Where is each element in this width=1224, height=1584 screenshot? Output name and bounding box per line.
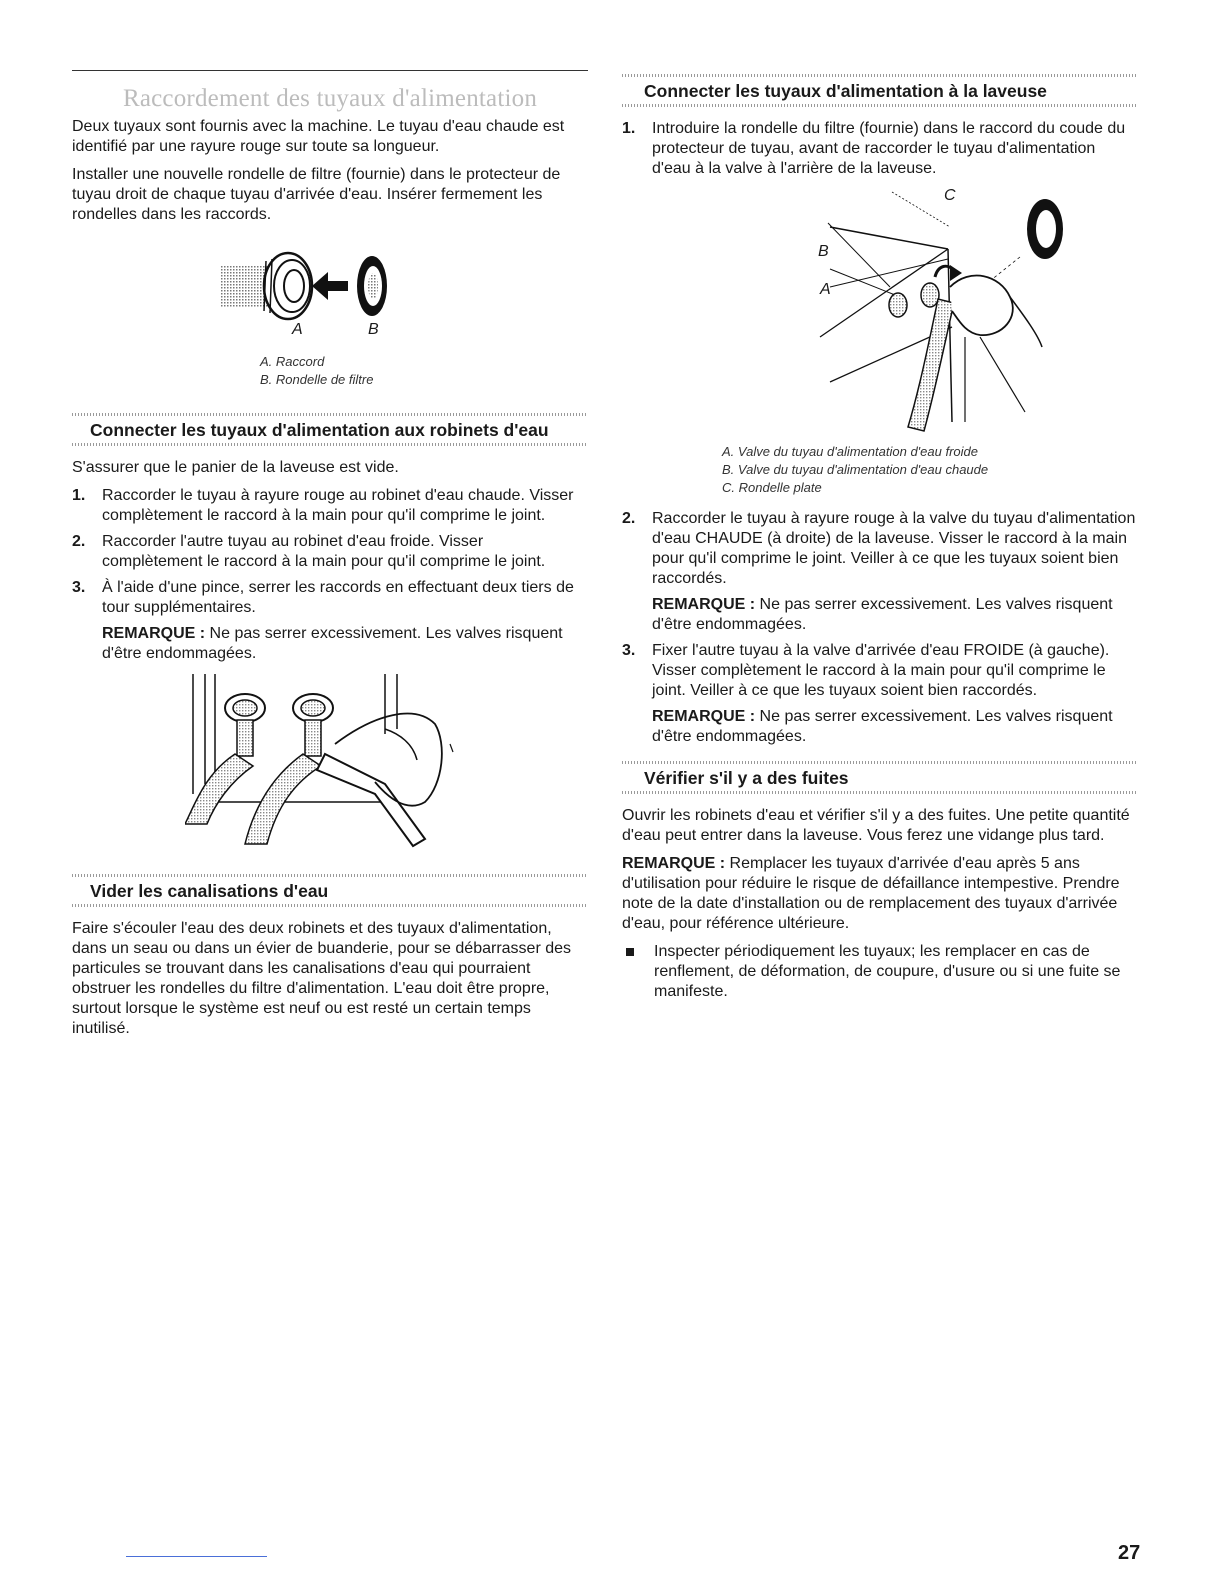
right-column — [622, 70, 1138, 1002]
section-heading-vider — [72, 874, 588, 907]
fig1-label-a: A — [292, 321, 303, 338]
step-number: 2. — [72, 533, 86, 550]
step-item — [622, 641, 1138, 747]
step-item — [72, 578, 588, 664]
section1-note — [102, 624, 588, 664]
coupling-washer-illustration — [200, 239, 460, 349]
section-heading-robinets — [72, 413, 588, 446]
hatch-rule — [72, 443, 588, 446]
section3-steps-a — [622, 119, 1138, 179]
hatch-rule — [72, 904, 588, 907]
step-number: 2. — [622, 510, 636, 527]
step-item — [622, 119, 1138, 179]
section-heading-fuites — [622, 761, 1138, 794]
section1-intro: S'assurer que le panier de la laveuse est vide. — [72, 459, 399, 476]
step-text: À l'aide d'une pince, serrer les raccords en effectuant deux tiers de tour supplémentaires. — [102, 579, 574, 616]
section-heading-laveuse — [622, 74, 1138, 107]
fig1-label-b: B — [368, 321, 379, 338]
cold-hose — [245, 754, 321, 844]
section4-text: Ouvrir les robinets d'eau et vérifier s'il y a des fuites. Une petite quantité d'eau peut entrer dans la laveuse. Vous ferez une vidange plus tard. — [622, 807, 1130, 844]
fig1-caption — [72, 353, 588, 389]
fig3-label-c: C — [944, 187, 956, 204]
left-column — [72, 70, 588, 1047]
fig1-caption-b: B. Rondelle de filtre — [260, 372, 374, 387]
footer-link-line — [126, 1556, 267, 1557]
section3-steps-b — [622, 509, 1138, 747]
hatch-rule — [622, 104, 1138, 107]
fig3-caption-c: C. Rondelle plate — [722, 480, 822, 495]
page-title: Raccordement des tuyaux d'alimentation — [122, 85, 538, 112]
faucet-pliers-illustration — [185, 674, 475, 854]
section1-steps — [72, 486, 588, 664]
step-text: Introduire la rondelle du filtre (fournie) dans le raccord du coude du protecteur de tuyau, avant de raccorder le tuyau d'alimentation d'eau à la valve à l'arrière de la laveuse. — [652, 120, 1126, 177]
insert-arrow — [312, 272, 348, 300]
supply-hose — [908, 299, 954, 431]
step-number: 3. — [622, 642, 636, 659]
washer-valves-figure — [680, 187, 1080, 437]
hand — [950, 276, 1013, 336]
note-text: Remplacer les tuyaux d'arrivée d'eau après 5 ans d'utilisation pour réduire le risque de défaillance intempestive. Prendre note de la date d'installation ou de remplacement des tuyaux d'arrivée d'eau, pour référence ultérieure. — [622, 855, 1120, 932]
section-title-fuites: Vérifier s'il y a des fuites — [644, 768, 849, 788]
bullet-item: Inspecter périodiquement les tuyaux; les remplacer en cas de renflement, de déformation, de coupure, d'usure ou si une fuite se manifeste. — [622, 942, 1138, 1002]
note-label: REMARQUE : — [652, 708, 756, 725]
fig3-caption-a: A. Valve du tuyau d'alimentation d'eau froide — [722, 444, 978, 459]
hose-body — [220, 265, 270, 307]
note-label: REMARQUE : — [622, 855, 726, 872]
step-number: 1. — [622, 120, 636, 137]
note-text: Ne pas serrer excessivement. Les valves risquent d'être endommagées. — [652, 708, 1113, 745]
fig3-label-b: B — [818, 243, 829, 260]
step-item — [72, 486, 588, 526]
note-label: REMARQUE : — [102, 625, 206, 642]
step2-note — [652, 595, 1138, 635]
faucet-pliers-figure — [185, 674, 475, 854]
fig1-caption-a: A. Raccord — [260, 354, 325, 369]
section4-note — [622, 854, 1138, 934]
page-number: 27 — [1118, 1542, 1141, 1564]
section2-text: Faire s'écouler l'eau des deux robinets et des tuyaux d'alimentation, dans un seau ou dans un évier de buanderie, pour se débarrasser des particules se trouvant dans les canalisations d'eau qui pourraient obstruer les rondelles du filtre d'alimentation. L'eau doit être propre, surtout lorsque le système est neuf ou est resté un certain temps inutilisé. — [72, 920, 572, 1037]
intro-paragraph-2: Installer une nouvelle rondelle de filtre (fournie) dans le protecteur de tuyau droit de chaque tuyau d'arrivée d'eau. Insérer fermement les rondelles dans les raccords. — [72, 166, 561, 223]
section-title-robinets: Connecter les tuyaux d'alimentation aux robinets d'eau — [90, 420, 549, 440]
hot-hose — [185, 754, 253, 824]
fig3-caption — [622, 443, 1138, 497]
step-text: Raccorder le tuyau à rayure rouge au robinet d'eau chaude. Visser complètement le raccord à la main pour qu'il comprime le joint. — [102, 487, 574, 524]
step-number: 1. — [72, 487, 86, 504]
step-text: Fixer l'autre tuyau à la valve d'arrivée d'eau FROIDE (à gauche). Visser complètement le raccord à la main pour qu'il comprime le joint. Veiller à ce que les tuyaux soient bien raccordés. — [652, 642, 1110, 699]
section-title-laveuse: Connecter les tuyaux d'alimentation à la laveuse — [644, 81, 1047, 101]
washer-valves-illustration — [680, 187, 1080, 437]
step-number: 3. — [72, 579, 86, 596]
pliers — [317, 754, 425, 846]
note-label: REMARQUE : — [652, 596, 756, 613]
coupling-bore — [284, 270, 304, 302]
hatch-rule — [622, 791, 1138, 794]
step-text: Raccorder l'autre tuyau au robinet d'eau froide. Visser complètement le raccord à la main pour qu'il comprime le joint. — [102, 533, 546, 570]
note-text: Ne pas serrer excessivement. Les valves risquent d'être endommagées. — [652, 596, 1113, 633]
step-item — [622, 509, 1138, 635]
coupling-washer-figure — [200, 239, 460, 349]
step-item — [72, 532, 588, 572]
note-text: Ne pas serrer excessivement. Les valves risquent d'être endommagées. — [102, 625, 563, 662]
fig3-caption-b: B. Valve du tuyau d'alimentation d'eau chaude — [722, 462, 989, 477]
intro-paragraph-1: Deux tuyaux sont fournis avec la machine. Le tuyau d'eau chaude est identifié par une rayure rouge sur toute sa longueur. — [72, 118, 565, 155]
section4-bullets — [622, 942, 1138, 1002]
step-text: Raccorder le tuyau à rayure rouge à la valve du tuyau d'alimentation d'eau CHAUDE (à droite) de la laveuse. Visser le raccord à la main pour qu'il comprime le joint. Veiller à ce que les tuyaux soient bien raccordés. — [652, 510, 1136, 587]
hot-valve — [921, 283, 939, 307]
cold-valve — [889, 293, 907, 317]
fig3-label-a: A — [820, 281, 831, 298]
section-title-vider: Vider les canalisations d'eau — [90, 881, 329, 901]
top-rule — [72, 70, 588, 71]
step3-note — [652, 707, 1138, 747]
